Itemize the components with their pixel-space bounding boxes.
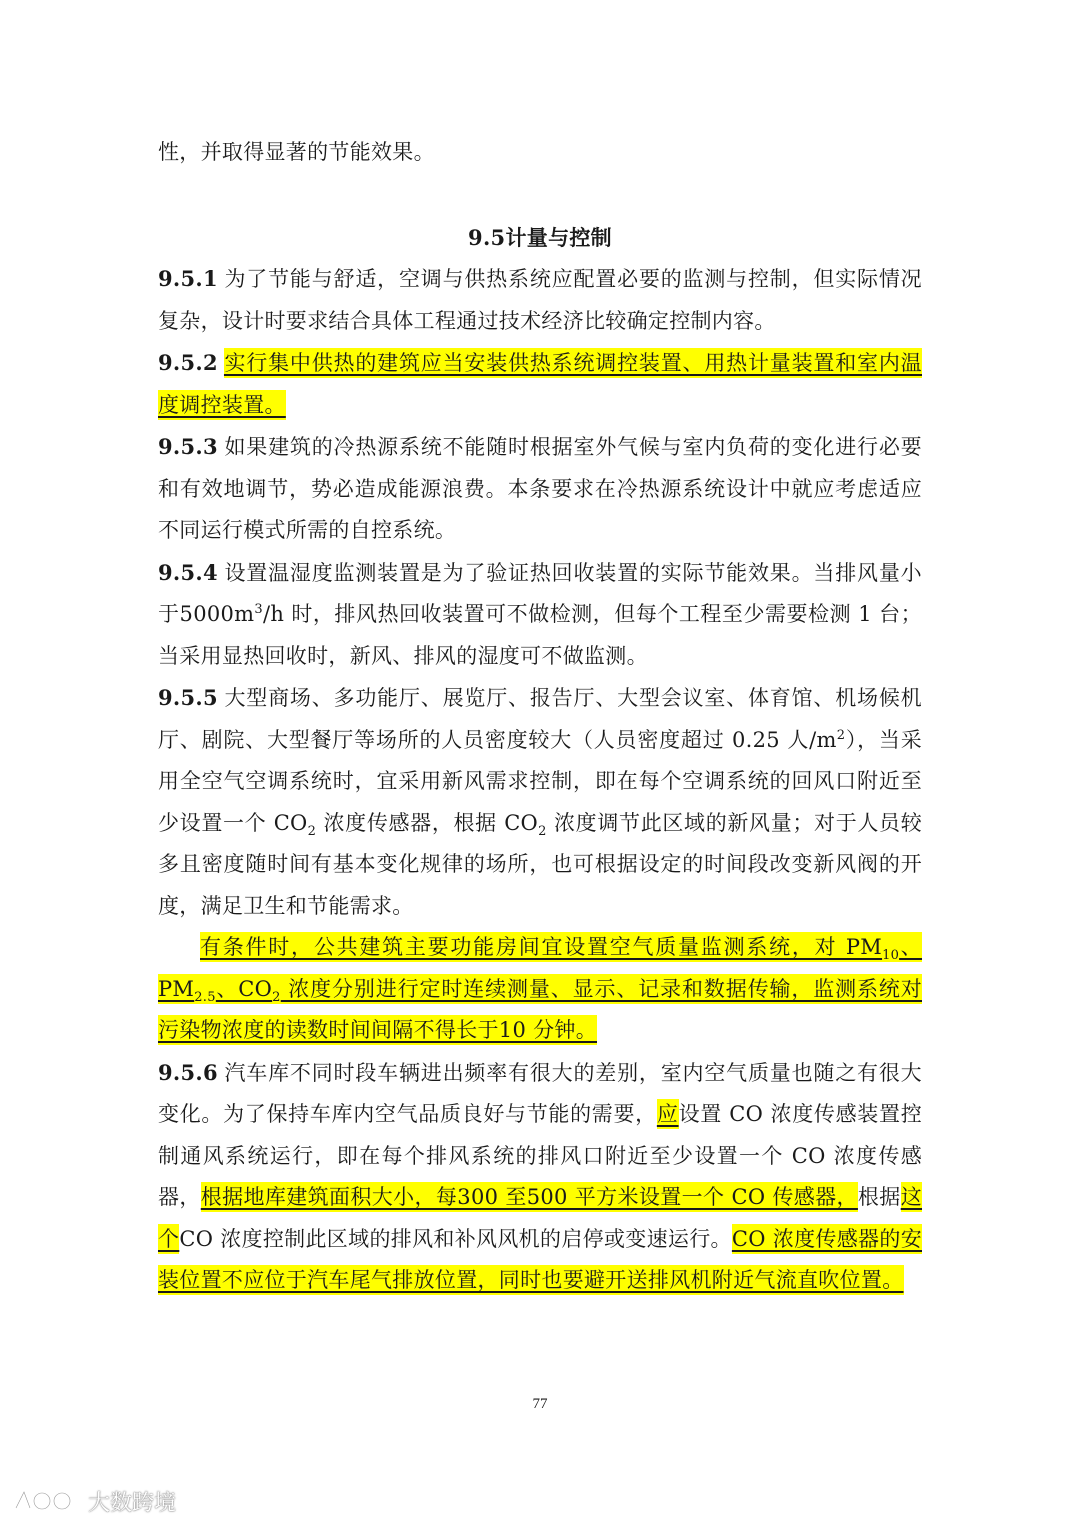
clause-text: 汽车库不同时段车辆进出频率有很大的差别，室内空气质量也随之有很大变化。为了保持车库内空气品质良好与节能的需要， bbox=[158, 1060, 922, 1126]
clause-9-5-6 bbox=[158, 1052, 922, 1302]
superscript: 3 bbox=[254, 602, 263, 617]
highlighted-text: CO 浓度传感器的安装位置不应位于汽车尾气排放位置，同时也要避开送排风机附近气流直吹位置。 bbox=[158, 1224, 922, 1296]
page-content bbox=[158, 132, 922, 1302]
clause-9-5-1 bbox=[158, 258, 922, 342]
watermark-text: 大数跨境 bbox=[88, 1490, 177, 1516]
clause-number: 9.5.4 bbox=[158, 559, 218, 585]
clause-number: 9.5.5 bbox=[158, 685, 218, 710]
watermark-logo-icon bbox=[12, 1488, 82, 1514]
clause-text: /h 时，排风热回收装置可不做检测，但每个工程至少需要检测 1 台；当采用显热回收时，新风、排风的湿度可不做监测。 bbox=[158, 602, 922, 668]
text-run: 、PM bbox=[158, 935, 922, 1001]
clause-9-5-5 bbox=[158, 677, 922, 927]
clause-text: CO 浓度控制此区域的排风和补风风机的启停或变速运行。 bbox=[179, 1226, 732, 1251]
section-title: 9.5计量与控制 bbox=[468, 224, 612, 250]
highlighted-text bbox=[158, 932, 922, 1045]
highlighted-text: 应 bbox=[657, 1099, 679, 1129]
clause-9-5-4 bbox=[158, 552, 922, 678]
clause-number: 9.5.6 bbox=[158, 1059, 218, 1085]
subscript: 2 bbox=[272, 989, 281, 1005]
clause-text: 如果建筑的冷热源系统不能随时根据室外气候与室内负荷的变化进行必要和有效地调节，势必造成能源浪费。本条要求在冷热源系统设计中就应考虑适应不同运行模式所需的自控系统。 bbox=[158, 435, 922, 542]
clause-9-5-3 bbox=[158, 426, 922, 552]
clause-text: ），当采用全空气空调系统时，宜采用新风需求控制，即在每个空调系统的回风口附近至少设置一个 CO bbox=[158, 727, 922, 835]
highlighted-text: 这个 bbox=[158, 1182, 922, 1254]
clause-9-5-2 bbox=[158, 342, 922, 426]
continued-fragment: 性，并取得显著的节能效果。 bbox=[158, 140, 435, 164]
subscript: 2 bbox=[307, 823, 317, 839]
clause-text: 为了节能与舒适，空调与供热系统应配置必要的监测与控制，但实际情况复杂，设计时要求结合具体工程通过技术经济比较确定控制内容。 bbox=[158, 267, 922, 333]
superscript: 2 bbox=[836, 727, 846, 743]
watermark bbox=[12, 1486, 176, 1516]
clause-number: 9.5.3 bbox=[158, 434, 218, 459]
clause-9-5-5-supplement bbox=[158, 927, 922, 1052]
text-run: 、CO bbox=[215, 976, 273, 1001]
clause-number: 9.5.2 bbox=[158, 350, 218, 375]
page-number: 77 bbox=[532, 1396, 548, 1412]
subscript: 2 bbox=[538, 823, 547, 839]
clause-text: 浓度调节此区域的新风量；对于人员较多且密度随时间有基本变化规律的场所，也可根据设定的时间段改变新风阀的开度，满足卫生和节能需求。 bbox=[158, 810, 923, 918]
clause-text: 设置 CO 浓度传感装置控制通风系统运行，即在每个排风系统的排风口附近至少设置一个 CO 浓度传感器， bbox=[158, 1102, 922, 1209]
highlighted-text: 根据地库建筑面积大小，每300 至500 平方米设置一个 CO 传感器， bbox=[201, 1182, 858, 1212]
clause-text: 根据 bbox=[857, 1185, 901, 1209]
text-run: 浓度分别进行定时连续测量、显示、记录和数据传输，监测系统对污染物浓度的读数时间间隔不得长于10 分钟。 bbox=[158, 976, 922, 1042]
clause-text: 大型商场、多功能厅、展览厅、报告厅、大型会议室、体育馆、机场候机厅、剧院、大型餐厅等场所的人员密度较大（人员密度超过 0.25 人/m bbox=[158, 686, 922, 752]
subscript: 2.5 bbox=[194, 989, 216, 1005]
highlighted-text: 实行集中供热的建筑应当安装供热系统调控装置、用热计量装置和室内温度调控装置。 bbox=[158, 348, 922, 420]
clause-text: 设置温湿度监测装置是为了验证热回收装置的实际节能效果。当排风量小于5000m bbox=[158, 560, 922, 626]
text-run: 有条件时，公共建筑主要功能房间宜设置空气质量监测系统，对 PM bbox=[200, 935, 883, 959]
clause-text: 浓度传感器，根据 CO bbox=[316, 810, 539, 835]
subscript: 10 bbox=[882, 948, 900, 964]
clause-number: 9.5.1 bbox=[158, 266, 218, 291]
